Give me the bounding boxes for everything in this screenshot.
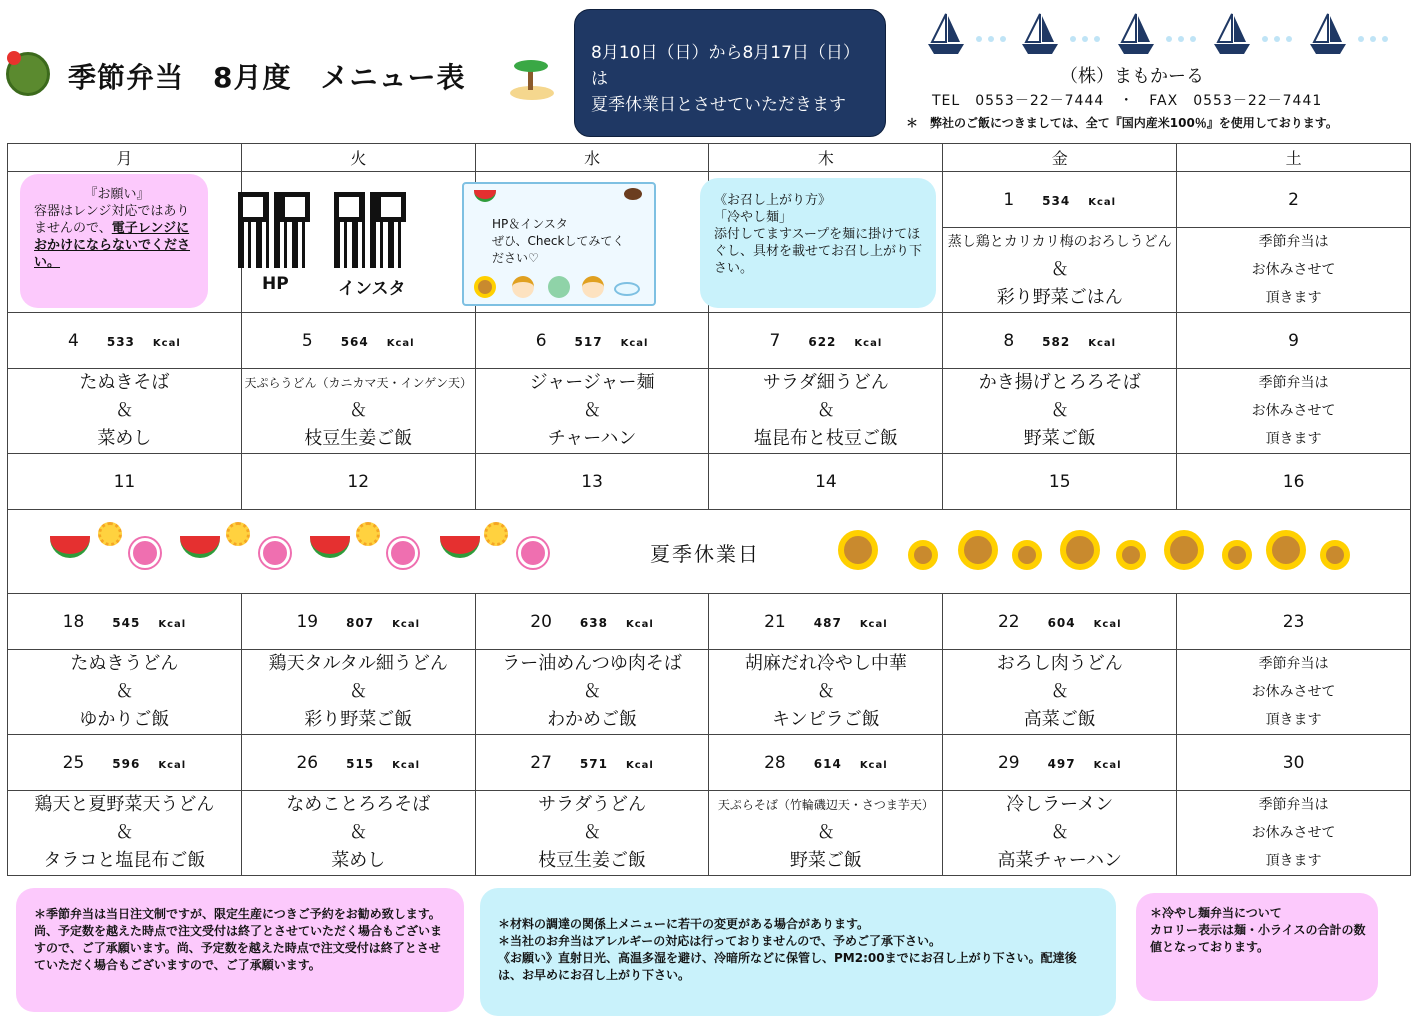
storage-note: 《お願い》直射日光、高温多湿を避け、冷暗所などに保管し、PM2:00までにお召し上がり下さい。配達後は、お早めにお召し上がり下さい。 [498,951,1077,982]
kcal-value: 534 [1042,193,1071,208]
day-cell [241,313,475,369]
sunflower-icon [838,530,878,570]
menu-main: たぬきうどん [70,653,179,674]
menu-and: ＆ [583,681,602,702]
menu-side: タラコと塩昆布ご飯 [43,850,206,871]
kcal-unit: Kcal [620,337,649,349]
menu-and: ＆ [816,400,835,421]
menu-main: ラー油めんつゆ肉そば [502,653,682,674]
promo-line-3: ださい♡ [492,251,539,265]
kcal-value: 638 [579,615,608,630]
day-number: 5 [301,330,313,351]
menu-cell [8,369,242,454]
hp-insta-promo [462,182,656,306]
day-cell [709,313,943,369]
menu-and: ＆ [1050,822,1069,843]
day-number: 9 [1288,330,1299,351]
day-number: 18 [62,611,85,632]
menu-and: ＆ [115,681,134,702]
weekday-mon: 月 [8,144,242,172]
week-5-menu-row [8,791,1411,876]
day-number: 25 [62,752,85,773]
menu-cell [475,791,709,876]
calorie-note-title: ＊冷やし麺弁当について [1150,906,1282,920]
menu-and: ＆ [1050,400,1069,421]
howto-subtitle: 「冷やし麺」 [714,210,793,225]
day-number: 23 [1282,611,1305,632]
kcal-unit: Kcal [1093,618,1122,630]
day-cell [475,735,709,791]
menu-side: キンピラご飯 [771,709,880,730]
sailboat-icon [1020,12,1060,58]
coconut-drink-icon [6,52,50,96]
sunflower-icon [1164,530,1204,570]
page-title: 季節弁当 8月度 メニュー表 [68,61,466,94]
kcal-unit: Kcal [158,759,187,771]
day-number: 16 [1282,471,1305,492]
sailboat-icon [1212,12,1252,58]
menu-side: 菜めし [331,850,386,871]
day-number: 15 [1048,471,1071,492]
day-number: 13 [581,471,603,492]
sunflower-icon [1012,540,1042,570]
order-note: ＊季節弁当は当日注文制ですが、限定生産につきご予約をお勧め致します。尚、予定数を越えた時点で注文受付は終了とさせていただく場合もございますので、ご了承願います。尚、予定数を越えた時点で注文受付は終了とさせていただく場合もございますので、ご了承願います。 [16,888,464,1012]
day-cell [1177,313,1411,369]
menu-main: 冷しラーメン [1006,794,1114,815]
closed-line-3: 頂きます [1265,290,1322,306]
day-cell [8,735,242,791]
calorie-note-text: カロリー表示は麺・小ライスの合計の数値となっております。 [1150,923,1366,954]
menu-cell [241,791,475,876]
menu-cell [709,369,943,454]
menu-side: 枝豆生姜ご飯 [538,850,647,871]
howto-bubble [700,178,936,308]
insta-qr-code[interactable] [334,192,406,268]
menu-main: サラダ細うどん [762,372,889,393]
menu-and: ＆ [816,681,835,702]
request-bold-text: 電子レンジにおかけにならないでください。 [34,221,191,270]
day-cell [241,594,475,650]
day-number: 30 [1282,752,1305,773]
day-cell [1177,172,1411,228]
day-number: 7 [769,330,781,351]
kcal-value: 533 [106,334,135,349]
sunflower-icon [474,276,496,298]
holiday-label: 夏季休業日 [650,542,760,566]
menu-and: ＆ [349,400,368,421]
sunflower-icon [908,540,938,570]
menu-cell [709,650,943,735]
day-cell [709,454,943,510]
weekday-fri: 金 [943,144,1177,172]
menu-main: 天ぷらそば（竹輪磯辺天・さつま芋天） [717,798,934,812]
day-number: 21 [764,611,786,632]
rice-note: ＊ 弊社のご飯につきましては、全て『国内産米100％』を使用しております。 [906,116,1338,130]
sailboat-icon [926,12,966,58]
kcal-unit: Kcal [625,759,654,771]
menu-side: 彩り野菜ごはん [996,287,1123,308]
menu-and: ＆ [349,681,368,702]
menu-side: 高菜ご飯 [1023,709,1096,730]
kcal-unit: Kcal [625,618,654,630]
menu-side: わかめご飯 [547,709,638,730]
howto-title: 《お召し上がり方》 [714,193,832,208]
menu-and: ＆ [115,822,134,843]
menu-side: 塩昆布と枝豆ご飯 [753,428,898,449]
beetle-icon [624,188,642,200]
notice-line-1: 8月10日（日）から8月17日（日）は [591,43,860,89]
menu-side: 彩り野菜ご飯 [304,709,413,730]
menu-cell [475,650,709,735]
menu-main: おろし肉うどん [996,653,1123,674]
sunflower-icon [1060,530,1100,570]
day-cell [943,313,1177,369]
day-cell [475,454,709,510]
kcal-unit: Kcal [1088,196,1117,208]
day-number: 29 [997,752,1020,773]
week-2-menu-row [8,369,1411,454]
week-5-day-row [8,735,1411,791]
day-cell [475,313,709,369]
sunflower-icon [1320,540,1350,570]
closed-line-2: お休みさせて [1251,262,1336,278]
sailboat-decoration [920,0,1400,60]
closed-line-3: 頂きます [1265,853,1322,869]
closed-line-1: 季節弁当は [1258,797,1329,813]
kcal-value: 571 [579,756,608,771]
day-cell [943,735,1177,791]
menu-and: ＆ [1050,681,1069,702]
menu-side: 高菜チャーハン [997,850,1122,871]
menu-main: たぬきそば [79,372,170,393]
kcal-value: 564 [340,334,369,349]
weekday-header-row [8,144,1411,172]
day-number: 2 [1288,189,1299,210]
day-cell [943,172,1177,228]
day-number: 22 [997,611,1020,632]
day-number: 28 [764,752,786,773]
request-title: 『お願い』 [84,187,150,202]
menu-main: 天ぷらうどん（カニカマ天・インゲン天） [244,376,472,390]
day-number: 26 [296,752,319,773]
contact-numbers: TEL 0553－22－7444 ・ FAX 0553－22－7441 [932,93,1323,109]
menu-and: ＆ [583,400,602,421]
menu-cell [943,369,1177,454]
closed-cell [1177,650,1411,735]
menu-main: 胡麻だれ冷やし中華 [744,653,907,674]
menu-cell [475,369,709,454]
kcal-value: 497 [1047,756,1076,771]
hp-qr-code[interactable] [238,192,310,268]
day-number: 27 [530,752,552,773]
menu-main: かき揚げとろろそば [978,372,1141,393]
menu-side: 野菜ご飯 [1023,428,1096,449]
day-number: 8 [1003,330,1015,351]
sunflower-icon [1116,540,1146,570]
sailboat-icon [1116,12,1156,58]
kcal-value: 545 [112,615,141,630]
kcal-value: 515 [346,756,375,771]
morning-glory-icon [260,538,290,568]
fan-icon [548,276,570,298]
allergy-note: ＊当社のお弁当はアレルギーの対応は行っておりませんので、予めご了承下さい。 [498,934,941,948]
morning-glory-icon [130,538,160,568]
day-cell [8,454,242,510]
day-cell [475,594,709,650]
closed-line-3: 頂きます [1265,712,1322,728]
closed-line-2: お休みさせて [1251,403,1336,419]
day-number: 1 [1003,189,1015,210]
weekday-sat: 土 [1177,144,1411,172]
week-3-day-row [8,454,1411,510]
closed-line-2: お休みさせて [1251,825,1336,841]
menu-side: 野菜ご飯 [789,850,862,871]
day-number: 20 [530,611,552,632]
menu-main: サラダうどん [538,794,646,815]
day-cell [943,594,1177,650]
menu-and: ＆ [583,822,602,843]
kcal-unit: Kcal [152,337,181,349]
closed-cell [1177,791,1411,876]
kcal-value: 622 [808,334,837,349]
sun-icon [484,522,508,546]
week-4-day-row [8,594,1411,650]
menu-main: ジャージャー麺 [529,372,655,393]
closed-cell [1177,369,1411,454]
kcal-unit: Kcal [859,759,888,771]
request-text: 容器はレンジ対応ではありませんので、 [34,204,190,236]
kcal-unit: Kcal [386,337,415,349]
menu-cell [8,791,242,876]
promo-line-2: ぜひ、Checkしてみてく [492,234,625,248]
menu-and: ＆ [349,822,368,843]
day-number: 11 [113,471,136,492]
menu-cell [241,650,475,735]
sunflower-icon [1222,540,1252,570]
request-bubble [20,174,208,308]
day-cell [709,594,943,650]
day-cell [241,454,475,510]
kcal-unit: Kcal [854,337,883,349]
weekday-thu: 木 [709,144,943,172]
sailboat-icon [1308,12,1348,58]
kcal-value: 614 [813,756,842,771]
day-cell [8,313,242,369]
week-2-day-row [8,313,1411,369]
general-notes [480,888,1116,1016]
morning-glory-icon [388,538,418,568]
closed-line-3: 頂きます [1265,431,1322,447]
menu-main: 鶏天と夏野菜天うどん [34,794,215,815]
menu-side: 菜めし [97,428,152,449]
closed-line-1: 季節弁当は [1258,656,1329,672]
menu-side: チャーハン [547,428,637,449]
kcal-value: 517 [574,334,603,349]
notice-line-2: 夏季休業日とさせていただきます [591,95,846,115]
child-icon [512,276,534,298]
day-cell [1177,594,1411,650]
kcal-unit: Kcal [1088,337,1117,349]
menu-cell [709,791,943,876]
holiday-notice [574,9,886,137]
kcal-value: 487 [813,615,842,630]
day-cell [709,735,943,791]
sunflower-icon [958,530,998,570]
menu-main: なめことろろそば [286,794,431,815]
day-cell [1177,735,1411,791]
kcal-unit: Kcal [859,618,888,630]
menu-change-note: ＊材料の調達の関係上メニューに若干の変更がある場合があります。 [498,917,870,931]
kcal-unit: Kcal [392,759,421,771]
kcal-unit: Kcal [392,618,421,630]
kcal-unit: Kcal [158,618,187,630]
menu-cell [943,791,1177,876]
menu-and: ＆ [816,822,835,843]
menu-main: 蒸し鶏とカリカリ梅のおろしうどん [947,234,1172,250]
menu-side: 枝豆生姜ご飯 [304,428,413,449]
day-number: 6 [535,330,547,351]
menu-side: ゆかりご飯 [79,709,170,730]
week-4-menu-row [8,650,1411,735]
calorie-note [1136,893,1378,1001]
menu-cell [943,228,1177,313]
menu-cell [8,650,242,735]
day-number: 14 [815,471,837,492]
bug-net-icon [614,282,640,296]
closed-cell [1177,228,1411,313]
closed-line-1: 季節弁当は [1258,234,1329,250]
closed-line-1: 季節弁当は [1258,375,1329,391]
weekday-wed: 水 [475,144,709,172]
kcal-value: 807 [346,615,375,630]
sun-icon [226,522,250,546]
menu-and: ＆ [115,400,134,421]
promo-line-1: HP＆インスタ [492,217,568,231]
day-cell [1177,454,1411,510]
menu-main: 鶏天タルタル細うどん [268,653,448,674]
closed-line-2: お休みさせて [1251,684,1336,700]
day-number: 4 [68,330,79,351]
sun-icon [356,522,380,546]
kcal-value: 596 [112,756,141,771]
menu-cell [241,369,475,454]
day-number: 12 [347,471,370,492]
day-cell [241,735,475,791]
day-number: 19 [296,611,319,632]
menu-and: ＆ [1050,259,1069,280]
day-cell [8,594,242,650]
day-cell [943,454,1177,510]
kcal-value: 604 [1047,615,1076,630]
menu-cell [943,650,1177,735]
company-name: （株）まもかーる [1060,66,1204,87]
sun-icon [98,522,122,546]
watermelon-icon [474,190,496,202]
weekday-tue: 火 [241,144,475,172]
child-icon [582,276,604,298]
sunflower-icon [1266,530,1306,570]
insta-qr-label: インスタ [338,279,406,299]
palm-island-icon [506,58,558,100]
hp-qr-label: HP [262,274,289,294]
howto-text: 添付してますスープを麺に掛けてほぐし、具材を載せてお召し上がり下さい。 [714,227,923,276]
morning-glory-icon [518,538,548,568]
kcal-unit: Kcal [1093,759,1122,771]
kcal-value: 582 [1042,334,1071,349]
